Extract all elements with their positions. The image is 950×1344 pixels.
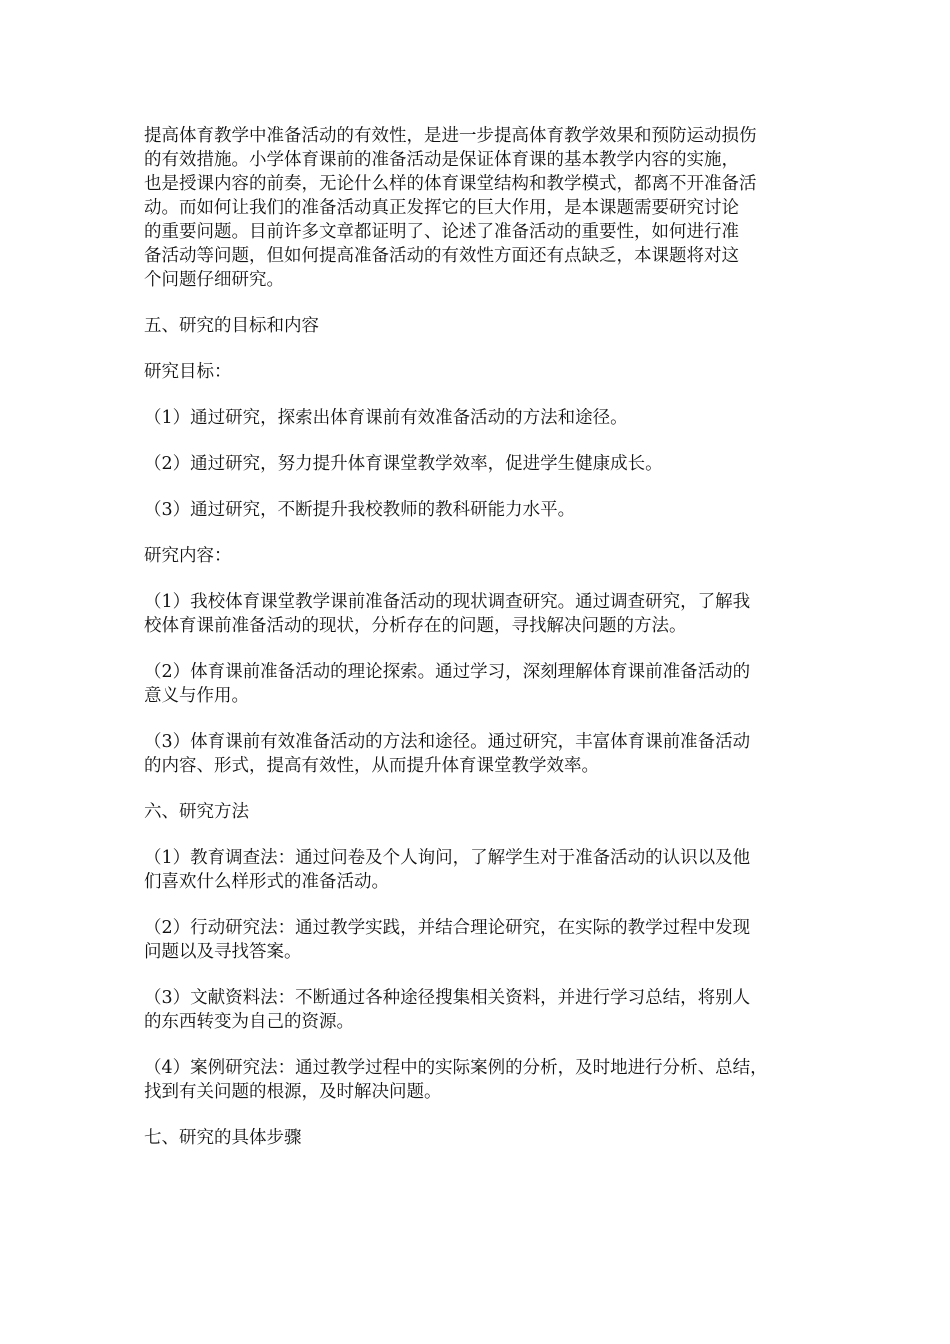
content-item <box>144 590 834 638</box>
text-line: 的东西转变为自己的资源。 <box>144 1012 354 1032</box>
text-line: 意义与作用。 <box>144 686 249 706</box>
text-line: 们喜欢什么样形式的准备活动。 <box>144 872 389 892</box>
text-line: 问题以及寻找答案。 <box>144 942 302 962</box>
goal-item: （3）通过研究，不断提升我校教师的教科研能力水平。 <box>144 500 576 520</box>
text-line: 的重要问题。目前许多文章都证明了、论述了准备活动的重要性，如何进行准 <box>144 222 739 242</box>
text-line: 校体育课前准备活动的现状，分析存在的问题，寻找解决问题的方法。 <box>144 616 687 636</box>
text-line: 的有效措施。小学体育课前的准备活动是保证体育课的基本教学内容的实施， <box>144 150 739 170</box>
text-line: 动。而如何让我们的准备活动真正发挥它的巨大作用，是本课题需要研究讨论 <box>144 198 739 218</box>
text-line: （1）我校体育课堂教学课前准备活动的现状调查研究。通过调查研究，了解我 <box>144 592 751 612</box>
text-line: （3）文献资料法：不断通过各种途径搜集相关资料，并进行学习总结，将别人 <box>144 988 751 1008</box>
section-heading: 七、研究的具体步骤 <box>144 1128 302 1148</box>
text-line: （1）教育调查法：通过问卷及个人询问，了解学生对于准备活动的认识以及他 <box>144 848 751 868</box>
goal-item: （1）通过研究，探索出体育课前有效准备活动的方法和途径。 <box>144 408 628 428</box>
section-heading: 五、研究的目标和内容 <box>144 316 319 336</box>
text-line: 备活动等问题，但如何提高准备活动的有效性方面还有点缺乏，本课题将对这 <box>144 246 739 266</box>
method-item <box>144 1056 834 1104</box>
method-item <box>144 916 834 964</box>
method-item <box>144 846 834 894</box>
text-line: 提高体育教学中准备活动的有效性，是进一步提高体育教学效果和预防运动损伤 <box>144 126 757 146</box>
section-heading: 六、研究方法 <box>144 802 249 822</box>
intro-paragraph <box>144 124 834 292</box>
document-page <box>144 124 834 1150</box>
text-line: （2）行动研究法：通过教学实践，并结合理论研究，在实际的教学过程中发现 <box>144 918 751 938</box>
text-line: （3）体育课前有效准备活动的方法和途径。通过研究，丰富体育课前准备活动 <box>144 732 751 752</box>
text-line: （4）案例研究法：通过教学过程中的实际案例的分析，及时地进行分析、总结， <box>144 1058 768 1078</box>
text-line: （2）体育课前准备活动的理论探索。通过学习，深刻理解体育课前准备活动的 <box>144 662 751 682</box>
text-line: 也是授课内容的前奏，无论什么样的体育课堂结构和教学模式，都离不开准备活 <box>144 174 757 194</box>
goal-item: （2）通过研究，努力提升体育课堂教学效率，促进学生健康成长。 <box>144 454 663 474</box>
text-line: 的内容、形式，提高有效性，从而提升体育课堂教学效率。 <box>144 756 599 776</box>
goals-label: 研究目标： <box>144 362 232 382</box>
content-label: 研究内容： <box>144 546 232 566</box>
content-item <box>144 660 834 708</box>
method-item <box>144 986 834 1034</box>
text-line: 个问题仔细研究。 <box>144 270 284 290</box>
content-item <box>144 730 834 778</box>
text-line: 找到有关问题的根源，及时解决问题。 <box>144 1082 442 1102</box>
